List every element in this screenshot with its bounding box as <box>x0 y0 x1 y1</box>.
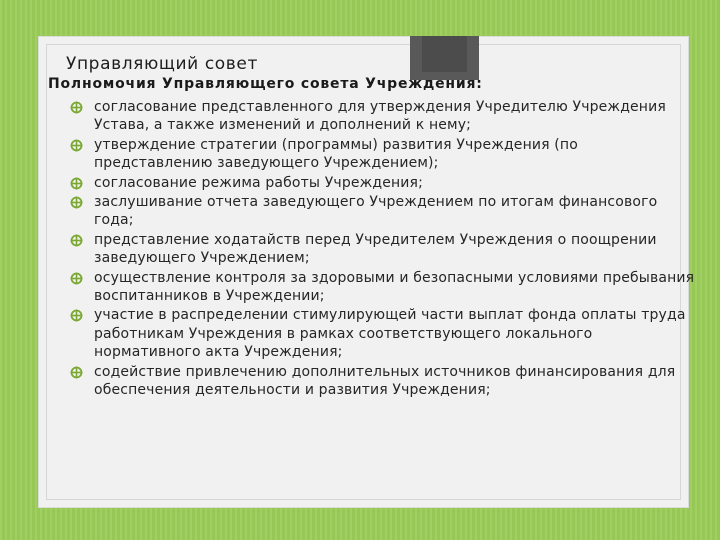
circle-cross-bullet-icon <box>70 139 83 152</box>
powers-list <box>70 98 698 401</box>
list-item-text: согласование режима работы Учреждения; <box>94 174 423 191</box>
accent-block-inner <box>422 36 467 72</box>
list-item-text: согласование представленного для утверждения Учредителю Учреждения Устава, а также изменений и дополнений к нему; <box>94 99 666 134</box>
list-item-text: осуществление контроля за здоровыми и безопасными условиями пребывания воспитанников в Учреждении; <box>94 269 695 305</box>
circle-cross-bullet-icon <box>70 196 83 209</box>
list-item <box>70 193 698 230</box>
list-item <box>70 231 698 268</box>
list-item-text: содействие привлечению дополнительных источников финансирования для обеспечения деятельности и развития Учреждения; <box>94 363 676 399</box>
list-item <box>70 136 698 173</box>
circle-cross-bullet-icon <box>70 366 83 379</box>
list-item-text: заслушивание отчета заведующего Учреждением по итогам финансового года; <box>94 194 658 229</box>
section-title: Управляющий совет <box>66 54 258 74</box>
list-item <box>70 174 698 192</box>
list-item-text: представление ходатайств перед Учредителем Учреждения о поощрении заведующего Учреждением; <box>94 231 657 267</box>
accent-block <box>410 36 479 80</box>
list-item <box>70 306 698 361</box>
circle-cross-bullet-icon <box>70 101 83 114</box>
list-item <box>70 363 698 400</box>
list-item <box>70 269 698 306</box>
circle-cross-bullet-icon <box>70 309 83 322</box>
list-item-text: утверждение стратегии (программы) развития Учреждения (по представлению заведующего Учреждением); <box>94 136 578 172</box>
list-item-text: участие в распределении стимулирующей части выплат фонда оплаты труда работникам Учреждения в рамках соответствующего локального нормативного акта Учреждения; <box>94 307 686 361</box>
content-title: Полномочия Управляющего совета Учреждения: <box>48 76 483 92</box>
circle-cross-bullet-icon <box>70 272 83 285</box>
circle-cross-bullet-icon <box>70 177 83 190</box>
circle-cross-bullet-icon <box>70 234 83 247</box>
list-item <box>70 98 698 135</box>
